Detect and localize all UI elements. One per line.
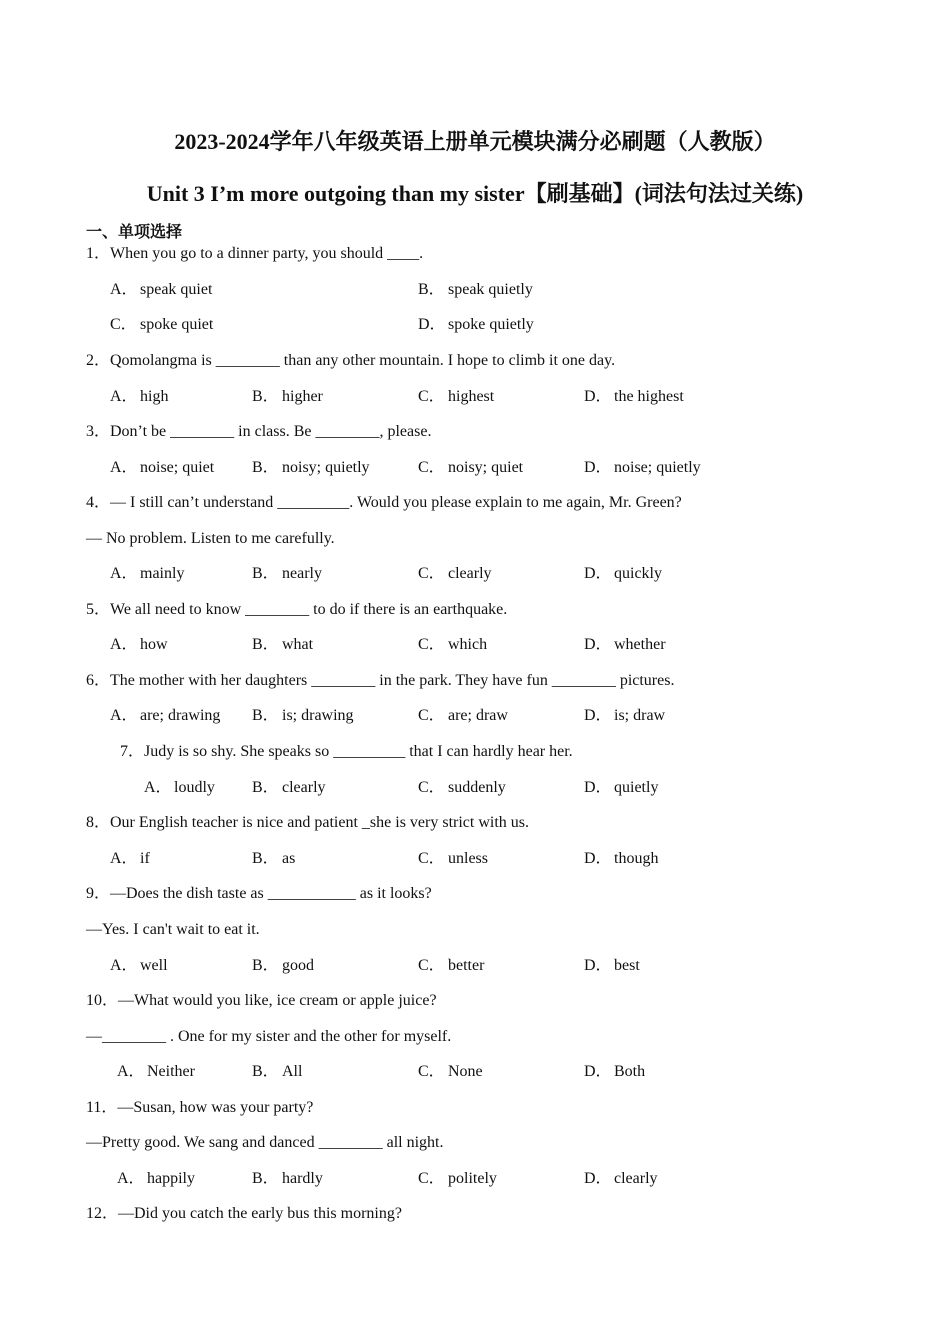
option-letter: A．: [110, 850, 138, 867]
option-text: is; draw: [614, 707, 666, 724]
option-letter: A．: [117, 1063, 145, 1080]
question-8-option-d[interactable]: [584, 849, 658, 869]
option-letter: C．: [418, 1063, 445, 1080]
option-text: higher: [282, 388, 323, 405]
option-letter: A．: [144, 779, 172, 796]
option-text: Both: [614, 1063, 646, 1080]
option-letter: D．: [584, 1170, 612, 1187]
page-title: 2023-2024学年八年级英语上册单元模块满分必刷题（人教版）: [174, 129, 776, 154]
option-text: clearly: [448, 565, 492, 582]
page-subtitle: Unit 3 I’m more outgoing than my sister【刷基础】(词法句法过关练): [146, 181, 804, 206]
question-10-option-d[interactable]: [584, 1062, 645, 1082]
option-text: noisy; quietly: [282, 459, 370, 476]
option-text: well: [140, 957, 168, 974]
option-text: politely: [448, 1170, 497, 1187]
question-7-option-d[interactable]: [584, 778, 658, 798]
question-8-option-b[interactable]: [252, 849, 295, 869]
question-4-stem: 4．— I still can’t understand _________. Would you please explain to me again, Mr. Green?: [86, 494, 682, 511]
option-letter: B．: [252, 565, 279, 582]
question-11-option-a[interactable]: [117, 1169, 195, 1189]
option-text: if: [140, 850, 150, 867]
option-text: loudly: [174, 779, 215, 796]
option-letter: D．: [584, 957, 612, 974]
option-letter: A．: [110, 565, 138, 582]
question-3-option-b[interactable]: [252, 458, 370, 478]
option-text: best: [614, 957, 640, 974]
option-letter: B．: [252, 388, 279, 405]
option-letter: A．: [110, 707, 138, 724]
question-3-stem: 3．Don’t be ________ in class. Be ________, please.: [86, 423, 432, 440]
option-text: high: [140, 388, 169, 405]
option-text: spoke quiet: [140, 316, 214, 333]
option-letter: C．: [418, 1170, 445, 1187]
question-1-option-c[interactable]: [110, 315, 213, 335]
question-5-option-d[interactable]: [584, 635, 666, 655]
question-8-stem: 8．Our English teacher is nice and patient _she is very strict with us.: [86, 814, 530, 831]
question-11-stem: 11．—Susan, how was your party?: [86, 1099, 314, 1116]
question-2-option-c[interactable]: [418, 387, 494, 407]
option-letter: B．: [252, 459, 279, 476]
option-letter: D．: [584, 565, 612, 582]
option-letter: C．: [418, 779, 445, 796]
question-10-stem: 10．—What would you like, ice cream or apple juice?: [86, 992, 437, 1009]
option-letter: A．: [110, 957, 138, 974]
question-2-option-d[interactable]: [584, 387, 684, 407]
option-text: noise; quietly: [614, 459, 701, 476]
question-9-stem: 9．—Does the dish taste as ___________ as it looks?: [86, 885, 432, 902]
option-text: the highest: [614, 388, 684, 405]
section-heading: 一、单项选择: [86, 224, 183, 241]
option-text: quickly: [614, 565, 662, 582]
question-1-option-d[interactable]: [418, 315, 534, 335]
option-letter: C．: [418, 707, 445, 724]
question-4-option-a[interactable]: [110, 564, 184, 584]
question-6-option-c[interactable]: [418, 706, 508, 726]
option-text: what: [282, 636, 314, 653]
option-letter: D．: [584, 707, 612, 724]
question-1-option-a[interactable]: [110, 280, 212, 300]
question-10-option-b[interactable]: [252, 1062, 302, 1082]
option-letter: B．: [252, 850, 279, 867]
option-letter: D．: [584, 779, 612, 796]
option-letter: B．: [252, 707, 279, 724]
question-6-option-d[interactable]: [584, 706, 665, 726]
question-7-option-c[interactable]: [418, 778, 506, 798]
option-text: All: [282, 1063, 303, 1080]
question-11-option-d[interactable]: [584, 1169, 658, 1189]
option-letter: B．: [418, 281, 445, 298]
question-12-stem: 12．—Did you catch the early bus this morning?: [86, 1205, 402, 1222]
option-letter: A．: [110, 281, 138, 298]
option-text: speak quiet: [140, 281, 213, 298]
option-text: spoke quietly: [448, 316, 534, 333]
question-3-option-c[interactable]: [418, 458, 523, 478]
option-letter: B．: [252, 1170, 279, 1187]
option-text: whether: [614, 636, 666, 653]
option-letter: B．: [252, 636, 279, 653]
option-text: though: [614, 850, 659, 867]
option-text: is; drawing: [282, 707, 354, 724]
question-8-option-c[interactable]: [418, 849, 488, 869]
option-letter: C．: [418, 565, 445, 582]
option-text: are; draw: [448, 707, 508, 724]
question-8-option-a[interactable]: [110, 849, 150, 869]
option-text: speak quietly: [448, 281, 533, 298]
option-letter: C．: [418, 459, 445, 476]
option-letter: C．: [110, 316, 137, 333]
option-text: Neither: [147, 1063, 195, 1080]
option-letter: D．: [584, 1063, 612, 1080]
option-letter: A．: [110, 388, 138, 405]
option-letter: A．: [110, 459, 138, 476]
option-text: hardly: [282, 1170, 323, 1187]
question-6-option-b[interactable]: [252, 706, 354, 726]
question-5-option-c[interactable]: [418, 635, 487, 655]
option-letter: D．: [584, 388, 612, 405]
option-letter: A．: [117, 1170, 145, 1187]
question-7-option-b[interactable]: [252, 778, 326, 798]
question-9-option-c[interactable]: [418, 956, 484, 976]
option-letter: B．: [252, 957, 279, 974]
question-6-stem: 6．The mother with her daughters ________ in the park. They have fun ________ pictures.: [86, 672, 675, 689]
option-text: better: [448, 957, 485, 974]
question-11-option-b[interactable]: [252, 1169, 323, 1189]
option-text: clearly: [282, 779, 326, 796]
option-letter: D．: [584, 850, 612, 867]
option-letter: C．: [418, 850, 445, 867]
question-3-option-a[interactable]: [110, 458, 214, 478]
question-7-option-a[interactable]: [144, 778, 215, 798]
option-letter: B．: [252, 779, 279, 796]
option-text: as: [282, 850, 296, 867]
question-1-option-b[interactable]: [418, 280, 533, 300]
option-text: highest: [448, 388, 495, 405]
option-text: None: [448, 1063, 483, 1080]
option-text: how: [140, 636, 168, 653]
question-9-stem-2: —Yes. I can't wait to eat it.: [86, 921, 260, 938]
question-4-stem-2: — No problem. Listen to me carefully.: [86, 530, 335, 547]
option-letter: A．: [110, 636, 138, 653]
option-letter: D．: [418, 316, 446, 333]
question-5-option-a[interactable]: [110, 635, 168, 655]
question-9-option-d[interactable]: [584, 956, 640, 976]
option-text: suddenly: [448, 779, 506, 796]
option-text: nearly: [282, 565, 322, 582]
option-text: quietly: [614, 779, 659, 796]
option-letter: C．: [418, 957, 445, 974]
question-9-option-a[interactable]: [110, 956, 168, 976]
question-3-option-d[interactable]: [584, 458, 701, 478]
question-7-stem: 7．Judy is so shy. She speaks so _________ that I can hardly hear her.: [120, 743, 573, 760]
option-text: are; drawing: [140, 707, 221, 724]
question-10-option-a[interactable]: [117, 1062, 195, 1082]
option-letter: D．: [584, 459, 612, 476]
option-text: good: [282, 957, 314, 974]
option-text: noisy; quiet: [448, 459, 524, 476]
option-letter: B．: [252, 1063, 279, 1080]
question-1-stem: 1．When you go to a dinner party, you should ____.: [86, 245, 424, 262]
question-4-option-d[interactable]: [584, 564, 662, 584]
question-11-option-c[interactable]: [418, 1169, 497, 1189]
question-10-option-c[interactable]: [418, 1062, 483, 1082]
option-letter: C．: [418, 388, 445, 405]
option-text: clearly: [614, 1170, 658, 1187]
option-text: noise; quiet: [140, 459, 215, 476]
option-text: which: [448, 636, 488, 653]
question-5-stem: 5．We all need to know ________ to do if there is an earthquake.: [86, 601, 508, 618]
question-9-option-b[interactable]: [252, 956, 314, 976]
question-4-option-c[interactable]: [418, 564, 492, 584]
option-text: mainly: [140, 565, 185, 582]
question-2-option-a[interactable]: [110, 387, 168, 407]
question-4-option-b[interactable]: [252, 564, 322, 584]
option-letter: C．: [418, 636, 445, 653]
option-text: unless: [448, 850, 488, 867]
option-letter: D．: [584, 636, 612, 653]
question-10-stem-2: —________ . One for my sister and the other for myself.: [86, 1028, 452, 1045]
question-11-stem-2: —Pretty good. We sang and danced ________ all night.: [86, 1134, 444, 1151]
question-6-option-a[interactable]: [110, 706, 220, 726]
question-5-option-b[interactable]: [252, 635, 313, 655]
question-2-stem: 2．Qomolangma is ________ than any other mountain. I hope to climb it one day.: [86, 352, 616, 369]
question-2-option-b[interactable]: [252, 387, 323, 407]
option-text: happily: [147, 1170, 195, 1187]
